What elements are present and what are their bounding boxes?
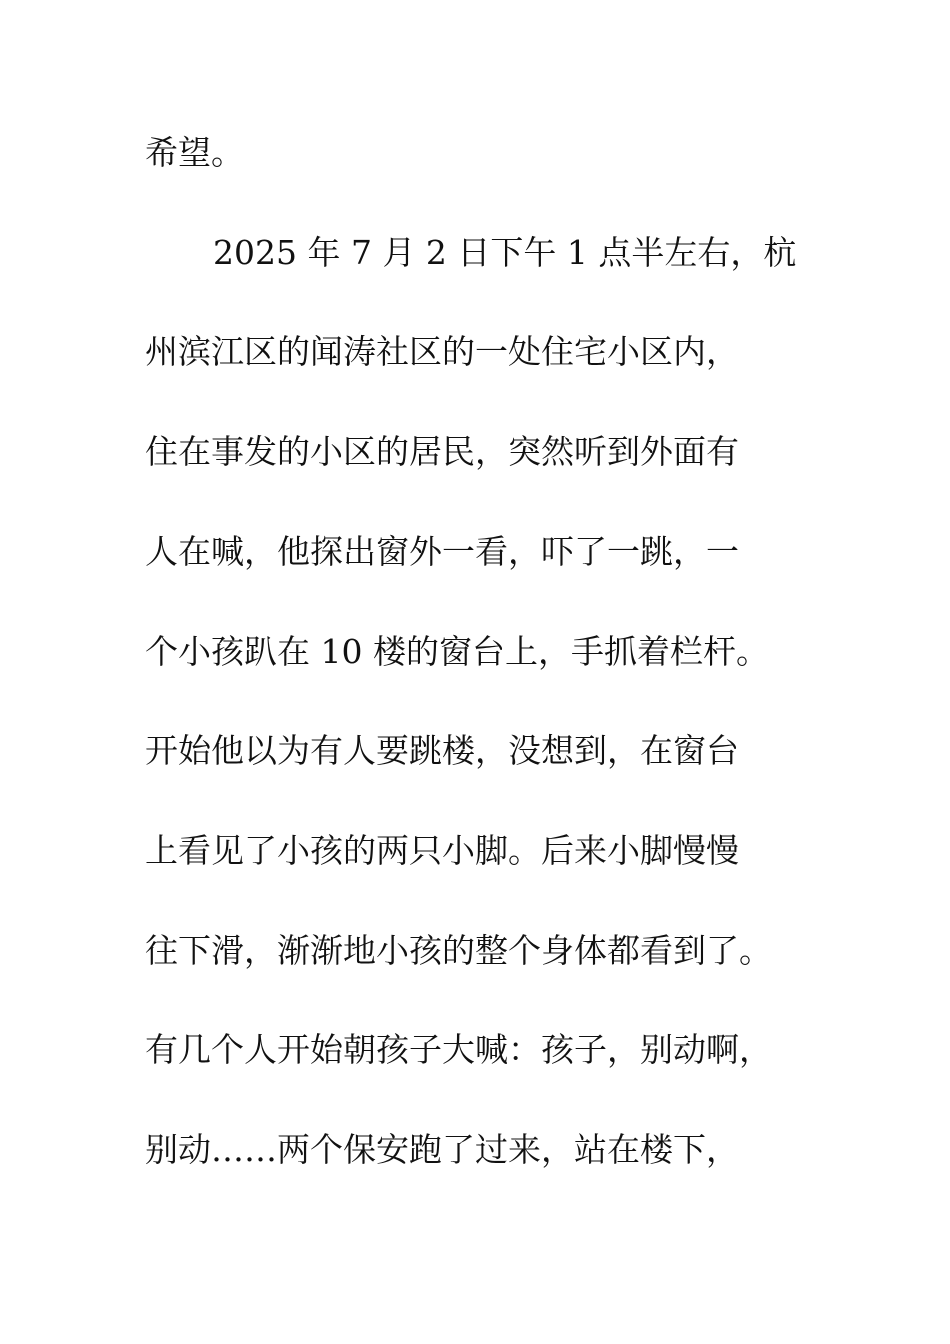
text-line: 别动……两个保安跑了过来，站在楼下， [145,1130,739,1169]
paragraph-first-line: 2025 年 7 月 2 日下午 1 点半左右，杭 [213,233,797,272]
text-line: 州滨江区的闻涛社区的一处住宅小区内， [145,332,739,371]
text-line: 人在喊，他探出窗外一看，吓了一跳，一 [145,532,739,571]
text-line: 往下滑，渐渐地小孩的整个身体都看到了。 [145,931,772,970]
text-line: 个小孩趴在 10 楼的窗台上，手抓着栏杆。 [145,632,769,671]
text-line: 希望。 [145,133,244,172]
text-line: 有几个人开始朝孩子大喊：孩子，别动啊， [145,1030,772,1069]
text-line: 上看见了小孩的两只小脚。后来小脚慢慢 [145,831,739,870]
text-line: 住在事发的小区的居民，突然听到外面有 [145,432,739,471]
text-line: 开始他以为有人要跳楼，没想到，在窗台 [145,731,739,770]
